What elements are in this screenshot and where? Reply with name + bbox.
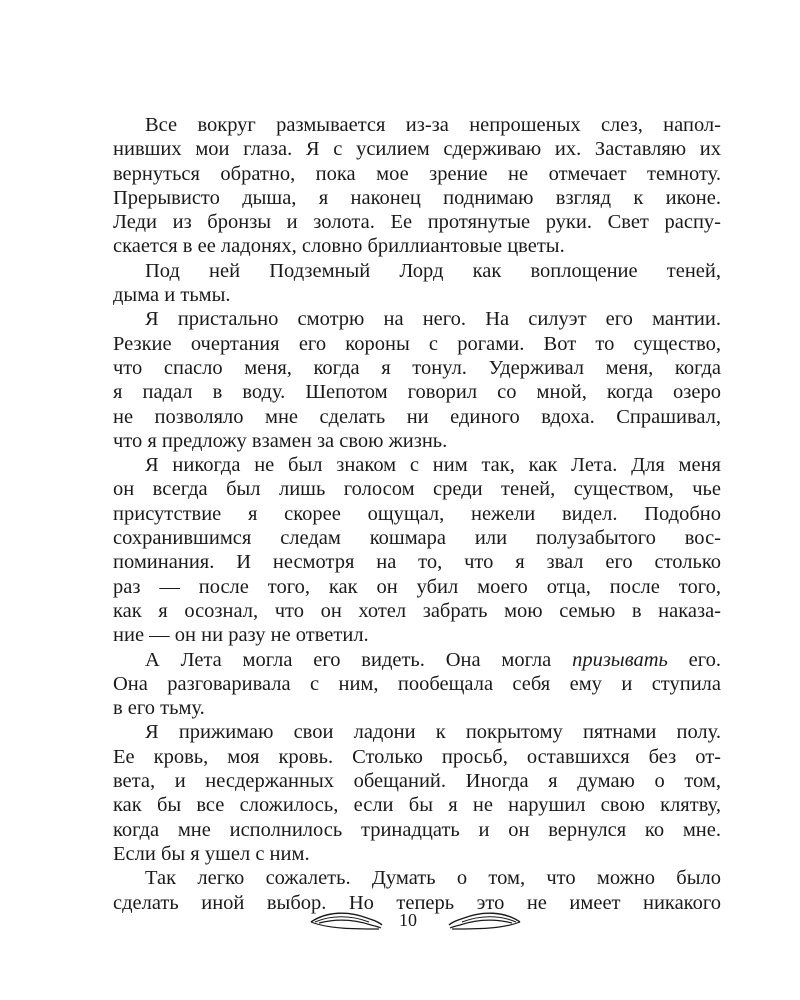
text-line: скается в ее ладонях, словно бриллиантовые цветы. [113,235,565,258]
text-line: вета, и несдержанных обещаний. Иногда я думаю о том, [113,770,721,793]
paragraph [113,720,721,866]
text-line [113,648,721,672]
text-fragment: А Лета могла его видеть. Она могла [145,648,573,671]
text-line: в его тьму. [113,697,205,720]
text-line: Она разговаривала с ним, пообещала себя ему и ступила [113,672,721,695]
text-line: Прерывисто дыша, я наконец поднимаю взгляд к иконе. [113,186,721,209]
page-footer [0,908,800,938]
paragraph [113,453,721,647]
text-line: что спасло меня, когда я тонул. Удерживал меня, когда [113,356,721,379]
text-line: Я пристально смотрю на него. На силуэт его мантии. [145,308,721,331]
text-line: присутствие я скорее ощущал, нежели видел. Подобно [113,502,721,525]
text-line: Резкие очертания его короны с рогами. Вот то существо, [113,332,721,355]
text-line: как я осознал, что он хотел забрать мою семью в наказа- [113,599,721,622]
text-line: сделать иной выбор. Но теперь это не имеет никакого [113,891,721,914]
page-number: 10 [399,910,417,930]
paragraph [113,113,721,259]
text-line: Леди из бронзы и золота. Ее протянутые руки. Свет распу- [113,211,721,234]
text-line: когда мне исполнилось тринадцать и он вернулся ко мне. [113,818,721,841]
text-line: Я прижимаю свои ладони к покрытому пятнами полу. [145,721,721,744]
text-line: вернуться обратно, пока мое зрение не отмечает темноту. [113,162,721,185]
text-fragment: его. [667,648,722,671]
paragraph [113,307,721,453]
text-line: что я предложу взамен за свою жизнь. [113,429,448,452]
text-line: раз — после того, как он убил моего отца, после того, [113,575,721,598]
paragraph [113,259,721,308]
text-line: он всегда был лишь голосом среди теней, существом, чье [113,478,721,501]
leaf-ornament-icon [309,910,383,932]
body-text [113,113,721,915]
text-line: как бы все сложилось, если бы я не нарушил свою клятву, [113,794,721,817]
paragraph [113,648,721,721]
text-line: Под ней Подземный Лорд как воплощение теней, [145,259,721,282]
text-line: Все вокруг размывается из-за непрошеных слез, напол- [145,114,721,136]
text-line: не позволяло мне сделать ни единого вдоха. Спрашивал, [113,405,721,428]
italic-word: призывать [572,648,668,671]
text-line: Ее кровь, моя кровь. Столько просьб, оставшихся без от- [113,745,721,768]
text-line: Так легко сожалеть. Думать о том, что можно было [145,867,721,890]
text-line: Если бы я ушел с ним. [113,842,310,865]
text-line: ние — он ни разу не ответил. [113,624,369,647]
text-line: нивших мои глаза. Я с усилием сдерживаю их. Заставляю их [113,138,721,161]
text-line: Я никогда не был знаком с ним так, как Лета. Для меня [145,454,721,477]
text-line: поминания. И несмотря на то, что я звал его столько [113,551,721,574]
leaf-ornament-icon [448,910,522,932]
text-line: я падал в воду. Шепотом говорил со мной, когда озеро [113,381,721,404]
text-line: дыма и тьмы. [113,284,231,307]
text-line: сохранившимся следам кошмара или полузабытого вос- [113,527,721,550]
